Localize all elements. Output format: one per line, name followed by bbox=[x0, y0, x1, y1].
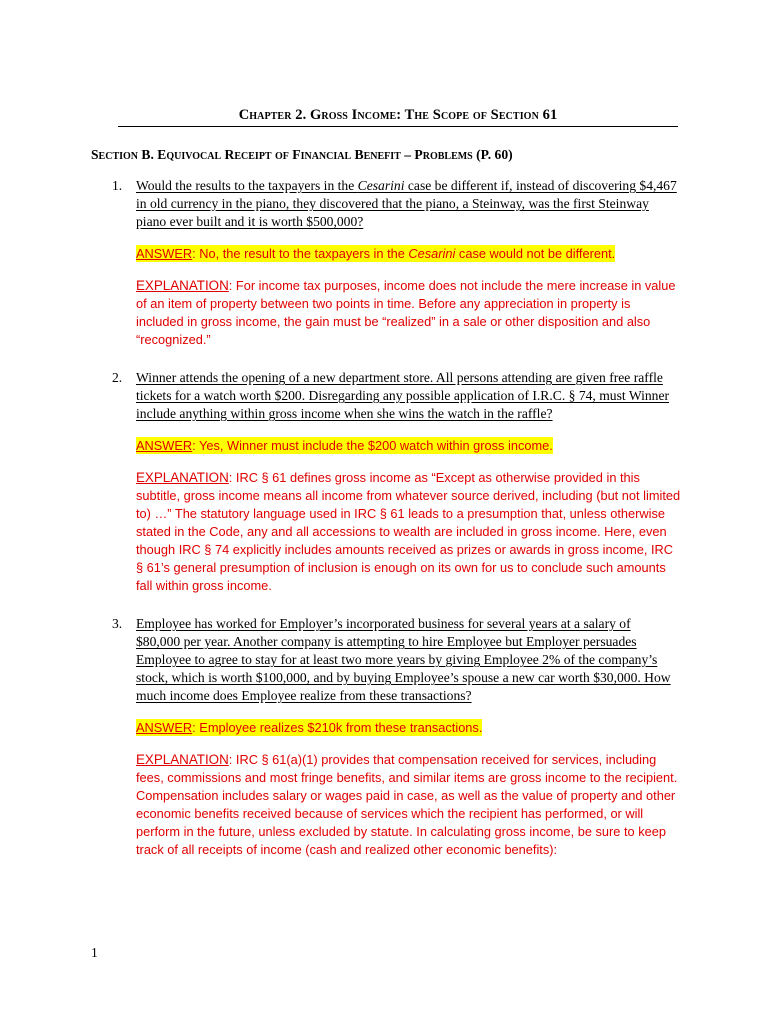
page-number: 1 bbox=[91, 945, 98, 960]
problem-list bbox=[91, 177, 691, 859]
problem-3 bbox=[91, 615, 691, 859]
chapter-title: Chapter 2. Gross Income: The Scope of Section 61 bbox=[238, 107, 558, 123]
section-title: Section B. Equivocal Receipt of Financial Benefit – Problems (P. 60) bbox=[91, 147, 513, 162]
answer-highlight: ANSWER: No, the result to the taxpayers in the Cesarini case would not be different. bbox=[136, 246, 616, 261]
problem-answer bbox=[136, 245, 691, 263]
answer-highlight: ANSWER: Yes, Winner must include the $200 watch within gross income. bbox=[136, 438, 553, 453]
problem-explanation: EXPLANATION: IRC § 61 defines gross income as “Except as otherwise provided in this subtitle, gross income means all income from whatever source derived, including (but not limited to) …” The statutory language used in IRC § 61 leads to a presumption that, unless otherwise stated in the Code, any and all accessions to wealth are included in gross income. Here, even though IRC § 74 explicitly includes amounts received as prizes or awards in gross income, IRC § 61’s general presumption of inclusion is enough on its own for us to conclude such amounts fall within gross income. bbox=[136, 470, 681, 593]
answer-label: ANSWER bbox=[136, 438, 193, 453]
problem-answer bbox=[136, 719, 691, 737]
problem-question: Employee has worked for Employer’s incorporated business for several years at a salary of $80,000 per year. Another company is attempting to hire Employee but Employer persuades Employee to agree to stay for at least two more years by giving Employee 2% of the company’s stock, which is worth $100,000, and by buying Employee’s spouse a new car worth $30,000. How much income does Employee realize from these transactions? bbox=[136, 616, 671, 703]
answer-highlight: ANSWER: Employee realizes $210k from these transactions. bbox=[136, 720, 483, 735]
title-rule bbox=[118, 126, 678, 127]
problem-question: Would the results to the taxpayers in the Cesarini case be different if, instead of discovering $4,467 in old currency in the piano, they discovered that the piano, a Steinway, was the first Steinway piano ever built and it is worth $500,000? bbox=[136, 178, 677, 229]
problem-number: 1. bbox=[112, 178, 123, 193]
problem-explanation: EXPLANATION: IRC § 61(a)(1) provides that compensation received for services, including fees, commissions and most fringe benefits, and similar items are gross income to the recipient. Compensation includes salary or wages paid in case, as well as the value of property and other economic benefits received because of services which the recipient has performed, or will perform in the future, unless excluded by statute. In calculating gross income, be sure to keep track of all receipts of income (cash and realized other economic benefits): bbox=[136, 752, 678, 857]
explanation-label: EXPLANATION bbox=[136, 752, 229, 767]
case-name: Cesarini bbox=[357, 178, 405, 193]
problem-2 bbox=[91, 369, 691, 595]
answer-label: ANSWER bbox=[136, 720, 193, 735]
problem-question: Winner attends the opening of a new department store. All persons attending are given free raffle tickets for a watch worth $200. Disregarding any possible application of I.R.C. § 74, must Winner include anything within gross income when she wins the watch in the raffle? bbox=[136, 370, 670, 421]
case-name: Cesarini bbox=[408, 246, 456, 261]
problem-number: 2. bbox=[112, 370, 123, 385]
problem-answer bbox=[136, 437, 691, 455]
problem-1 bbox=[91, 177, 691, 349]
explanation-label: EXPLANATION bbox=[136, 278, 229, 293]
problem-number: 3. bbox=[112, 616, 123, 631]
explanation-label: EXPLANATION bbox=[136, 470, 229, 485]
answer-label: ANSWER bbox=[136, 246, 193, 261]
problem-explanation: EXPLANATION: For income tax purposes, income does not include the mere increase in value of an item of property between two points in time. Before any appreciation in property is included in gross income, the gain must be “realized” in a sale or other disposition and also “recognized.” bbox=[136, 278, 676, 347]
